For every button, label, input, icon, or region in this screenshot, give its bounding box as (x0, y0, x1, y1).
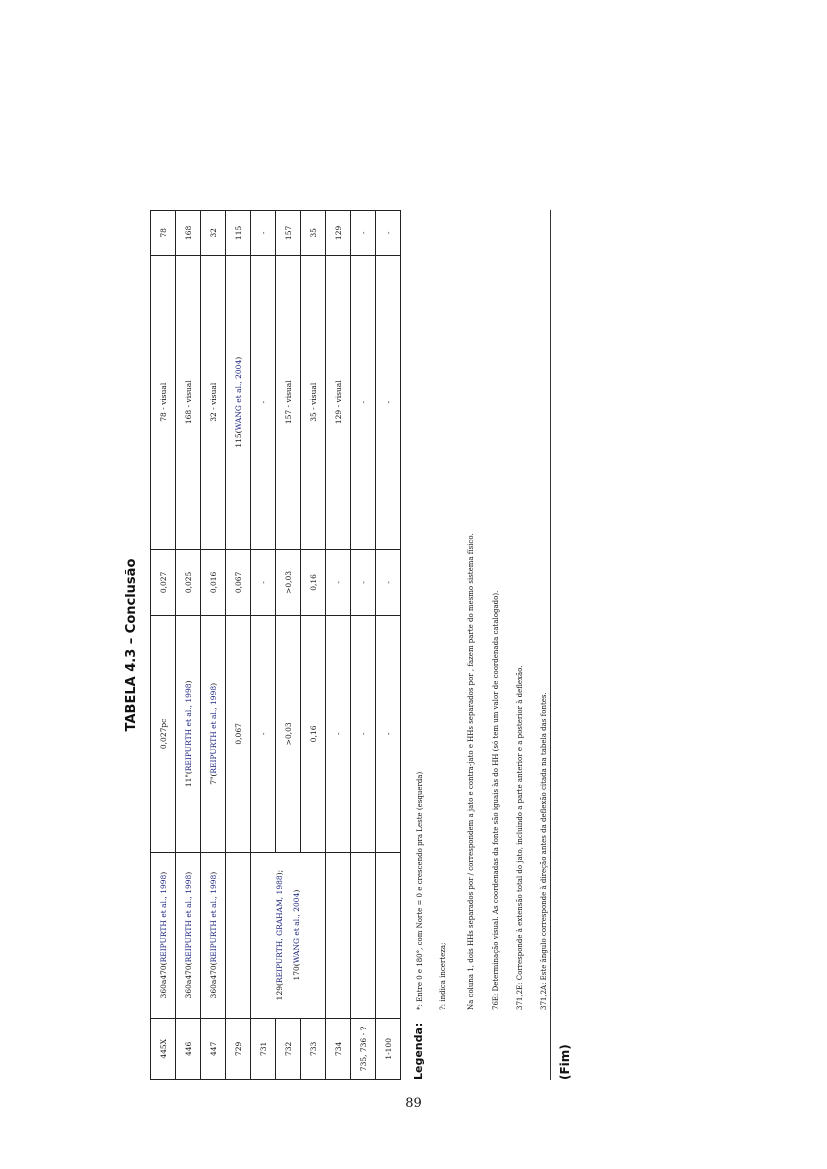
table-row (326, 211, 351, 1080)
legend-item: Na coluna 1, dois HHs separados por / correspondem a jato e contra-jato e HHs separados por , fazem parte do mesmo sistema físico. (467, 533, 475, 1010)
table-cell: - (376, 616, 401, 852)
legend-item: *: Entre 0 e 180°, com Norte = 0 e crescendo pra Leste (esquerda) (416, 771, 424, 1010)
table-cell: - (326, 549, 351, 615)
table-cell (326, 852, 351, 1018)
table-cell: 0,067 (226, 549, 251, 615)
end-rule (550, 210, 551, 1080)
table-cell: 445X (151, 1018, 176, 1079)
table-cell: - (326, 616, 351, 852)
table-cell: 729 (226, 1018, 251, 1079)
table-cell: >0,03 (276, 549, 301, 615)
table-body (151, 211, 401, 1080)
table-cell: - (251, 255, 276, 549)
table-cell: 360a470(REIPURTH et al., 1998) (201, 852, 226, 1018)
table-cell: 731 (251, 1018, 276, 1079)
table-cell: 168 (176, 211, 201, 256)
table-cell (376, 852, 401, 1018)
table-cell: 732 (276, 1018, 301, 1079)
rotated-table-page (124, 210, 580, 1080)
table-row (226, 211, 251, 1080)
table-cell: 157 - visual (276, 255, 301, 549)
citation-link[interactable]: REIPURTH et al., 1998 (208, 874, 218, 963)
data-table (150, 210, 401, 1080)
table-cell: 733 (301, 1018, 326, 1079)
table-cell: 360a470(REIPURTH et al., 1998) (176, 852, 201, 1018)
table-row (251, 211, 276, 1080)
table-cell: - (251, 211, 276, 256)
table-cell: 734 (326, 1018, 351, 1079)
table-cell: 129 - visual (326, 255, 351, 549)
table-cell: 0,025 (176, 549, 201, 615)
table-cell: - (351, 255, 376, 549)
citation-link[interactable]: REIPURTH et al., 1998 (208, 685, 218, 774)
table-cell: 1-100 (376, 1018, 401, 1079)
table-cell: 11"(REIPURTH et al., 1998) (176, 616, 201, 852)
table-cell: 129 (326, 211, 351, 256)
citation-link[interactable]: REIPURTH et al., 1998 (183, 683, 193, 772)
citation-link[interactable]: REIPURTH et al., 1998 (183, 874, 193, 963)
page-number: 89 (405, 1096, 422, 1111)
table-cell: 35 (301, 211, 326, 256)
table-cell: 360a470(REIPURTH et al., 1998) (151, 852, 176, 1018)
citation-link[interactable]: WANG et al., 2004 (292, 892, 301, 964)
table-cell: - (376, 255, 401, 549)
end-label: (Fim) (558, 1044, 572, 1080)
table-cell: - (351, 211, 376, 256)
table-cell: - (351, 549, 376, 615)
table-cell (351, 852, 376, 1018)
legend-item: 371,2E: Corresponde à extensão total do jato, incluindo a parte anterior e a posterior à deflexão. (516, 665, 524, 1010)
table-cell: 735, 736 - ? (351, 1018, 376, 1079)
citation-link[interactable]: REIPURTH, GRAHAM, 1988 (275, 875, 284, 984)
table-cell: 168 - visual (176, 255, 201, 549)
table-cell: 32 (201, 211, 226, 256)
table-cell: 447 (201, 1018, 226, 1079)
merged-citation-cell: 129(REIPURTH, GRAHAM, 1988); 170(WANG et al., 2004) (251, 852, 326, 1018)
legend-item: ?: indica incerteza; (439, 942, 447, 1010)
table-row (351, 211, 376, 1080)
table-row (201, 211, 226, 1080)
table-row (176, 211, 201, 1080)
table-cell: - (251, 549, 276, 615)
table-cell: 0,16 (301, 616, 326, 852)
table-cell: 0,016 (201, 549, 226, 615)
table-title: TABELA 4.3 – Conclusão (124, 558, 139, 732)
table-cell: 78 - visual (151, 255, 176, 549)
table-cell: - (376, 211, 401, 256)
legend (412, 210, 552, 1080)
citation-link[interactable]: REIPURTH et al., 1998 (158, 874, 168, 963)
legend-item: 76E: Determinação visual. As coordenadas da fonte são iguais às do HH (só tem um valor de coordenada catalogado). (492, 590, 500, 1010)
table-cell: - (376, 549, 401, 615)
table-row (376, 211, 401, 1080)
table-cell (226, 852, 251, 1018)
table-cell: >0,03 (276, 616, 301, 852)
table-row (151, 211, 176, 1080)
table-cell: 35 - visual (301, 255, 326, 549)
table-cell: 157 (276, 211, 301, 256)
table-cell: 115(WANG et al., 2004) (226, 255, 251, 549)
table-cell: - (251, 616, 276, 852)
table-cell: 446 (176, 1018, 201, 1079)
legend-item: 371,2A: Este ângulo corresponde à direção antes da deflexão citada na tabela das fontes. (540, 692, 548, 1010)
table-cell: 115 (226, 211, 251, 256)
table-cell: 0,027pc (151, 616, 176, 852)
citation-link[interactable]: WANG et al., 2004 (233, 359, 243, 431)
legend-heading: Legenda: (412, 1022, 425, 1080)
table-cell: 32 - visual (201, 255, 226, 549)
table-cell: - (351, 616, 376, 852)
table-cell: 0,027 (151, 549, 176, 615)
table-cell: 0,16 (301, 549, 326, 615)
table-cell: 0,067 (226, 616, 251, 852)
table-cell: 7"(REIPURTH et al., 1998) (201, 616, 226, 852)
table-cell: 78 (151, 211, 176, 256)
